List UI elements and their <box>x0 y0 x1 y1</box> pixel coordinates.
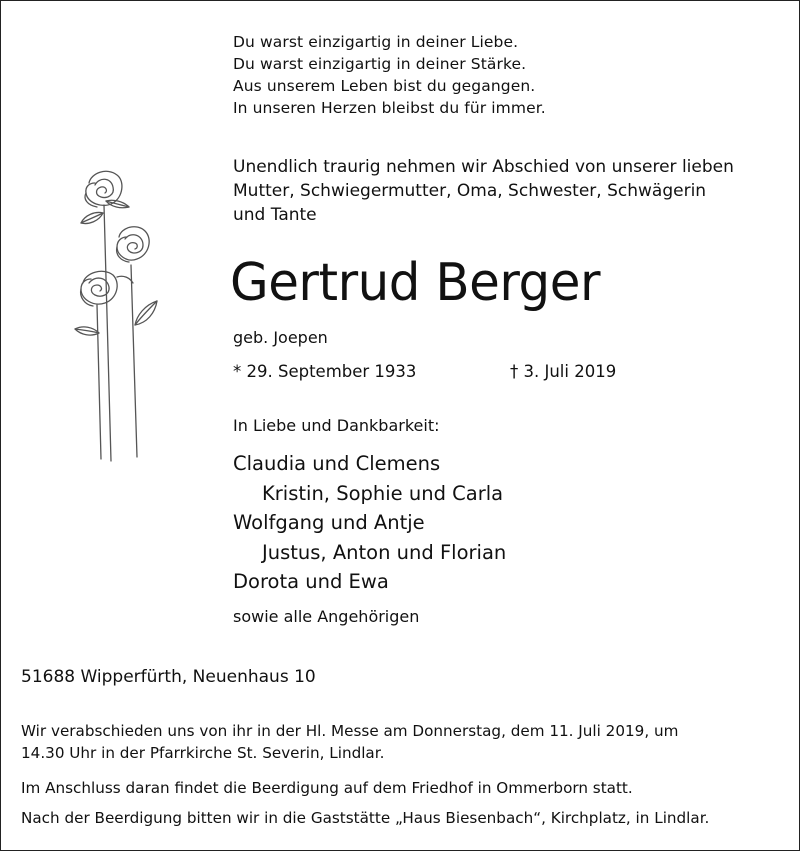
poem-line: Du warst einzigartig in deiner Stärke. <box>233 55 527 73</box>
roses-drawing-icon <box>73 165 169 465</box>
mourner-line: Kristin, Sophie und Carla <box>262 481 504 505</box>
relatives-line: sowie alle Angehörigen <box>233 607 420 626</box>
mass-notice <box>21 720 678 764</box>
mass-notice-line: 14.30 Uhr in der Pfarrkirche St. Severin, Lindlar. <box>21 744 385 762</box>
intro-line: Unendlich traurig nehmen wir Abschied von unserer lieben <box>233 157 734 177</box>
birth-date: * 29. September 1933 <box>233 362 417 381</box>
poem-line: In unseren Herzen bleibst du für immer. <box>233 99 546 117</box>
intro-line: Mutter, Schwiegermutter, Oma, Schwester, Schwägerin <box>233 181 707 201</box>
burial-notice: Im Anschluss daran findet die Beerdigung auf dem Friedhof in Ommerborn statt. <box>21 779 633 797</box>
address: 51688 Wipperfürth, Neuenhaus 10 <box>21 667 316 687</box>
mass-notice-line: Wir verabschieden uns von ihr in der Hl. Messe am Donnerstag, dem 11. Juli 2019, um <box>21 722 679 740</box>
farewell-intro <box>233 155 734 227</box>
mourner-line: Dorota und Ewa <box>233 570 389 593</box>
reception-notice: Nach der Beerdigung bitten wir in die Gaststätte „Haus Biesenbach“, Kirchplatz, in Lindlar. <box>21 809 710 827</box>
mourner-line: Wolfgang und Antje <box>233 511 425 534</box>
mourner-line: Claudia und Clemens <box>233 452 441 475</box>
mourner-line: Justus, Anton und Florian <box>262 540 507 564</box>
death-date: † 3. Juli 2019 <box>510 362 617 381</box>
intro-line: und Tante <box>233 205 317 225</box>
poem-line: Aus unserem Leben bist du gegangen. <box>233 77 536 95</box>
deceased-name: Gertrud Berger <box>230 253 601 313</box>
mourners-list <box>233 449 506 597</box>
thanks-heading: In Liebe und Dankbarkeit: <box>233 416 440 435</box>
birth-name: geb. Joepen <box>233 328 328 347</box>
poem <box>233 31 546 119</box>
poem-line: Du warst einzigartig in deiner Liebe. <box>233 33 519 51</box>
